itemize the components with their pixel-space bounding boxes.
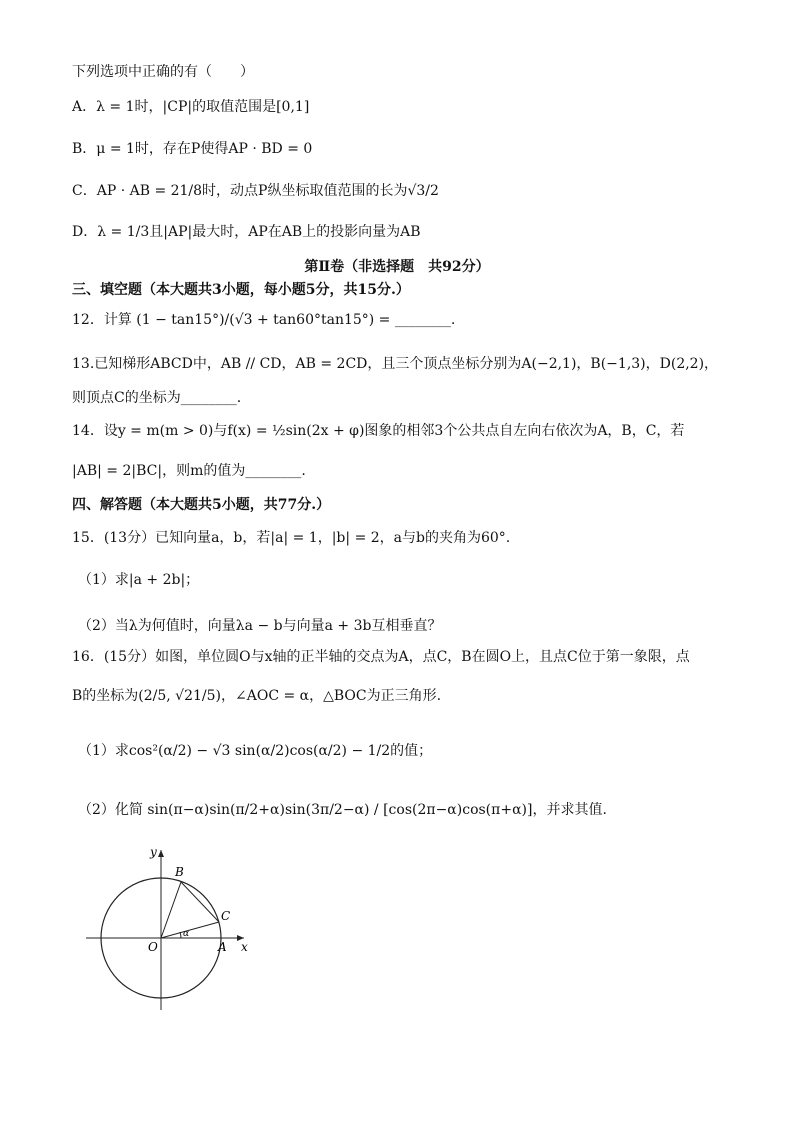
q11-option-b: B．μ = 1时，存在P使得AP · BD = 0 [72,141,313,157]
q13-line2: 则顶点C的坐标为________. [72,390,242,406]
q16-part1: （1）求cos²(α/2) − √3 sin(α/2)cos(α/2) − 1/2的值； [78,743,433,759]
segment-bc [181,882,219,922]
q11-option-a: A．λ = 1时，|CP|的取值范围是[0,1] [72,99,310,115]
q14-line2: |AB| = 2|BC|，则m的值为________. [72,463,306,479]
section3-title: 三、填空题（本大题共3小题，每小题5分，共15分.） [72,282,410,298]
q16-line1: 16．(15分）如图，单位圆O与x轴的正半轴的交点为A，点C，B在圆O上，且点C位于第一象限，点 [72,649,690,665]
q15-part2: （2）当λ为何值时，向量λa − b与向量a + 3b互相垂直？ [78,618,442,634]
label-a: A [218,940,227,954]
label-x: x [241,940,248,954]
section4-title: 四、解答题（本大题共5小题，共77分.） [72,497,331,513]
q16-line2: B的坐标为(2/5, √21/5)，∠AOC = α，△BOC为正三角形. [72,688,442,704]
part2-title: 第Ⅱ卷（非选择题 共92分） [304,259,490,275]
label-c: C [221,909,231,923]
label-y: y [150,845,157,859]
label-b: B [175,865,184,879]
label-o: O [148,940,158,954]
q13-line1: 13.已知梯形ABCD中，AB // CD，AB = 2CD，且三个顶点坐标分别为A(−2,1)，B(−1,3)，D(2,2)， [72,356,719,372]
q15-part1: （1）求|a + 2b|； [78,572,200,588]
unit-circle-figure [80,840,260,1020]
q11-stem: 下列选项中正确的有（ ） [72,64,254,80]
q11-option-d: D．λ = 1/3且|AP|最大时，AP在AB上的投影向量为AB [72,224,421,240]
y-axis-arrow [158,850,164,857]
q14-line1: 14．设y = m(m > 0)与f(x) = ½sin(2x + φ)图象的相邻3个公共点自左向右依次为A，B，C，若 [72,423,685,439]
q16-part2: （2）化简 sin(π−α)sin(π/2+α)sin(3π/2−α) / [cos(2π−α)cos(π+α)]，并求其值. [78,802,607,818]
segment-ob [161,882,181,938]
label-alpha: α [183,929,190,939]
segment-oc [161,922,219,938]
q12: 12．计算 (1 − tan15°)/(√3 + tan60°tan15°) = ________. [72,312,456,328]
q11-option-c: C．AP · AB = 21/8时，动点P纵坐标取值范围的长为√3/2 [72,183,439,199]
q15-stem: 15．(13分）已知向量a，b，若|a| = 1，|b| = 2，a与b的夹角为60°. [72,530,511,546]
